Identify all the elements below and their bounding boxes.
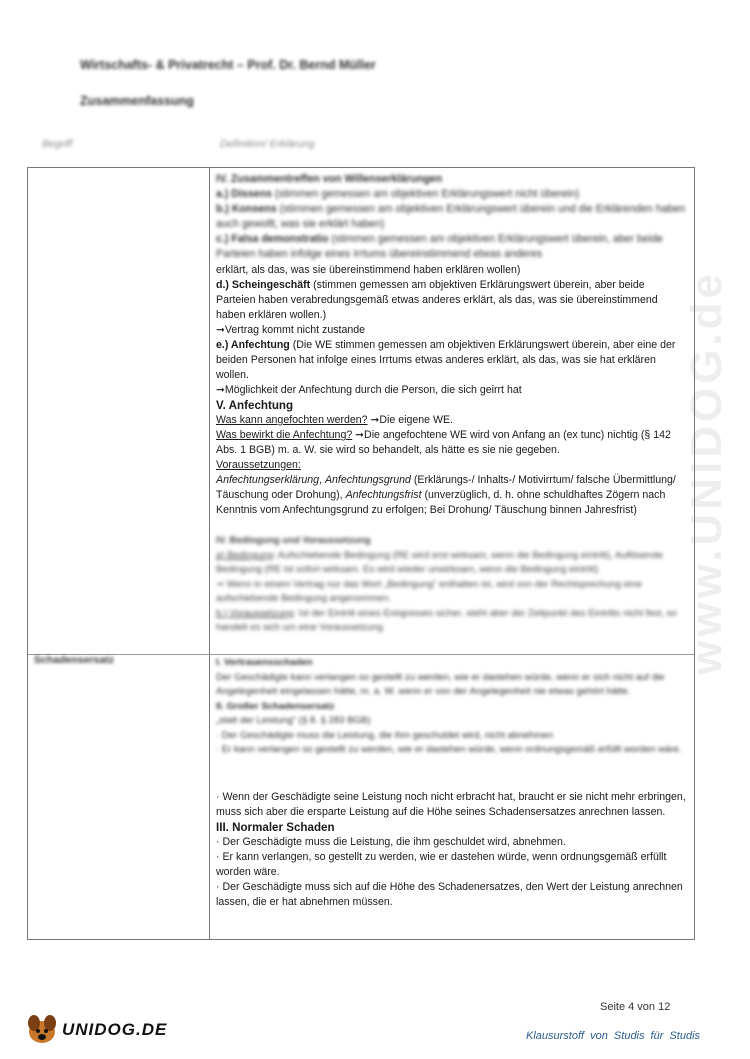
column-header-term: Begriff bbox=[42, 138, 73, 150]
column-header-definition: Definition/ Erklärung bbox=[220, 138, 315, 150]
row1-blurred-bottom bbox=[216, 534, 686, 636]
item-text: (stimmen gemessen am objektiven Erklärungswert überein, aber beide Parteien haben infolge eines Irrtums übereinstimmend etwas anderes bbox=[216, 233, 663, 260]
section-heading: IV. Zusammentreffen von Willenserklärungen bbox=[216, 173, 443, 185]
dog-icon bbox=[22, 1010, 62, 1046]
section-heading: IV. Bedingung und Voraussetzung bbox=[216, 535, 371, 546]
section-heading: I. Vertrauensschaden bbox=[216, 657, 313, 668]
term-schadensersatz: Schadensersatz bbox=[34, 654, 114, 666]
anfechtung-result: ➞Möglichkeit der Anfechtung durch die Person, die sich geirrt hat bbox=[216, 384, 522, 396]
list-item: · Wenn der Geschädigte seine Leistung noch nicht erbracht hat, braucht er sie nicht mehr erbringen, muss sich aber die ersparte Leistung auf die Höhe seines Schadensersatzes anrechnen lassen. bbox=[216, 791, 686, 818]
section-heading-anfechtung: V. Anfechtung bbox=[216, 399, 294, 412]
summary-table bbox=[27, 167, 695, 940]
item-label: a) Bedingung bbox=[216, 549, 274, 561]
row1-blurred-top bbox=[216, 172, 686, 262]
falsa-demonstratio-tail: erklärt, als das, was sie übereinstimmend haben erklären wollen) bbox=[216, 264, 521, 276]
answer-2: ➞Die angefochtene WE wird von Anfang an (ex tunc) nichtig (§ 142 Abs. 1 BGB) m. a. W. sie wird so behandelt, als hätte es sie nie gegeben. bbox=[216, 429, 671, 456]
item-text: (stimmen gemessen am objektiven Erklärungswert nicht überein) bbox=[271, 188, 580, 200]
list-item: · Der Geschädigte muss die Leistung, die ihm geschuldet wird, nicht abnehmen bbox=[216, 729, 554, 741]
footer-slogan: Klausurstoff von Studis für Studis bbox=[526, 1030, 701, 1042]
item-label: c.) Falsa demonstratio bbox=[216, 233, 329, 245]
unidog-logo[interactable] bbox=[22, 1010, 168, 1046]
list-item: · Er kann verlangen so gestellt zu werden, wie er dastehen würde, wenn ordnungsgemäß erfüllt worden wäre. bbox=[216, 744, 682, 755]
question-1: Was kann angefochten werden? bbox=[216, 414, 368, 426]
item-arrow: ➞ Wenn in einem Vertrag nur das Wort „Bedingung“ enthalten ist, wird von der Rechtsprechung eine aufschiebende Bedingung angenommen. bbox=[216, 578, 642, 604]
item-text: (stimmen gemessen am objektiven Erklärungswert überein und die Erklärenden haben auch gewollt, was sie erklärt haben) bbox=[216, 203, 686, 230]
requirement-2: Anfechtungsgrund bbox=[324, 474, 411, 486]
requirement-separator: , bbox=[319, 474, 325, 486]
item-label: a.) Dissens bbox=[216, 188, 272, 200]
logo-text: UNIDOG.DE bbox=[62, 1020, 168, 1039]
document-subtitle: Zusammenfassung bbox=[80, 94, 194, 108]
row1-clear-content bbox=[216, 263, 686, 518]
scheingeschaeft-text: (stimmen gemessen am objektiven Erklärungswert überein, aber beide Parteien haben verabredungsgemäß etwas anderes erklärt, als das, was sie übereinstimmend haben erklären wollen.) bbox=[216, 279, 658, 321]
question-2: Was bewirkt die Anfechtung? bbox=[216, 429, 353, 441]
requirement-3: Anfechtungsfrist bbox=[345, 489, 422, 501]
requirements-label: Voraussetzungen: bbox=[216, 459, 301, 471]
item-text: : Aufschiebende Bedingung (RE wird erst wirksam, wenn die Bedingung eintritt), Auflösende Bedingung (RE ist sofort wirksam. Es wird wieder unwirksam, wenn die Bedingung eintritt) bbox=[216, 549, 663, 575]
list-item: · Der Geschädigte muss die Leistung, die ihm geschuldet wird, abnehmen. bbox=[216, 836, 566, 848]
requirement-1: Anfechtungserklärung bbox=[216, 474, 320, 486]
paragraph: Der Geschädigte kann verlangen so gestellt zu werden, wie er dastehen würde, wenn er sich nicht auf die Angelegenheit eingelassen hätte, m. a. W. wenn er von der Angelegenheit nie etwas gehört hätte. bbox=[216, 671, 665, 697]
item-label: b.) Konsens bbox=[216, 203, 277, 215]
scheingeschaeft-label: d.) Scheingeschäft bbox=[216, 279, 311, 291]
requirement-2-text: (Erklärungs-/ Inhalts-/ Motivirrtum/ falsche Übermittlung/ Täuschung oder Drohung), bbox=[216, 474, 676, 501]
list-item: · Er kann verlangen, so gestellt zu werden, wie er dastehen würde, wenn ordnungsgemäß erfüllt worden wäre. bbox=[216, 851, 667, 878]
page-number: Seite 4 von 12 bbox=[600, 1001, 671, 1013]
section-heading: II. Großer Schadensersatz bbox=[216, 700, 335, 712]
watermark: www.UNIDOG.de bbox=[682, 270, 731, 675]
document-title: Wirtschafts- & Privatrecht – Prof. Dr. Bernd Müller bbox=[80, 58, 376, 72]
row2-clear-content bbox=[216, 790, 686, 910]
anfechtung-text: (Die WE stimmen gemessen am objektiven Erklärungswert überein, aber eine der beiden Personen hat infolge eines Irrtums etwas anderes erklärt, als das, was sie hat erklären wollen. bbox=[216, 339, 676, 381]
answer-1: ➞Die eigene WE. bbox=[367, 414, 453, 426]
column-headers bbox=[42, 138, 315, 150]
row-divider bbox=[28, 654, 694, 655]
column-divider bbox=[209, 168, 210, 939]
list-item: · Der Geschädigte muss sich auf die Höhe des Schadenersatzes, den Wert der Leistung anrechnen lassen, die er hat abnehmen müssen. bbox=[216, 881, 683, 908]
scheingeschaeft-result: ➞Vertrag kommt nicht zustande bbox=[216, 324, 366, 336]
row2-blurred-top bbox=[216, 656, 686, 758]
anfechtung-label: e.) Anfechtung bbox=[216, 339, 290, 351]
paragraph: „statt der Leistung“ (§ 8. § 283 BGB) bbox=[216, 715, 371, 726]
item-text: : Ist der Eintritt eines Ereignisses sicher, steht aber der Zeitpunkt des Eintritts nicht fest, so handelt es sich um eine Voraussetzung bbox=[216, 607, 677, 633]
section-heading-normaler-schaden: III. Normaler Schaden bbox=[216, 821, 335, 834]
item-label: b.) Voraussetzung bbox=[216, 607, 294, 619]
requirement-3-text: (unverzüglich, d. h. ohne schuldhaftes Zögern nach Kenntnis vom Anfechtungsgrund zu erfolgen; Bei Drohung/ Täuschung binnen Jahresfrist) bbox=[216, 489, 666, 516]
